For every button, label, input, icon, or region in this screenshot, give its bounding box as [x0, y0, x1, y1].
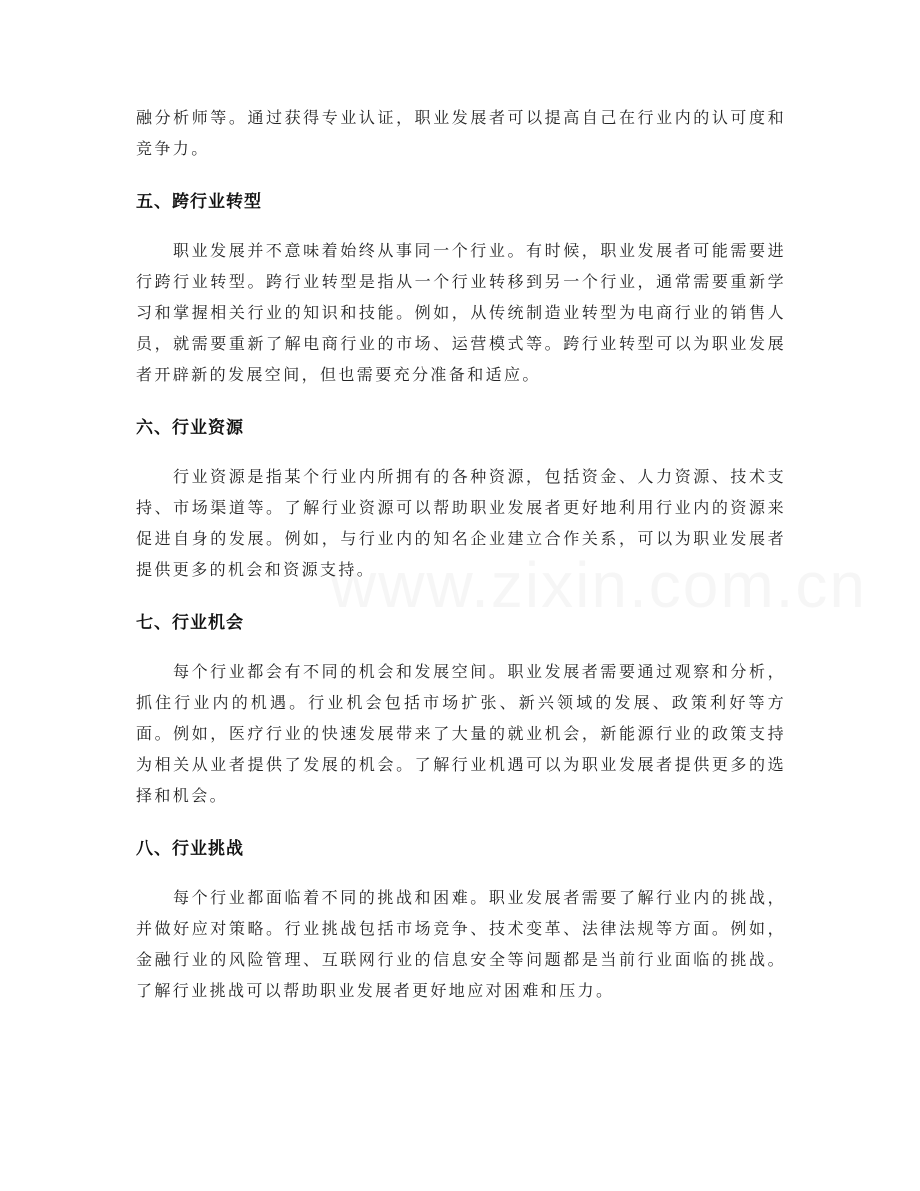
continuation-paragraph: 融分析师等。通过获得专业认证，职业发展者可以提高自己在行业内的认可度和竞争力。 [136, 108, 786, 158]
section-paragraph-8: 每个行业都面临着不同的挑战和困难。职业发展者需要了解行业内的挑战，并做好应对策略。行业挑战包括市场竞争、技术变革、法律法规等方面。例如，金融行业的风险管理、互联网行业的信息安全等问题都是当前行业面临的挑战。了解行业挑战可以帮助职业发展者更好地应对困难和压力。 [136, 888, 786, 1000]
section-paragraph-7: 每个行业都会有不同的机会和发展空间。职业发展者需要通过观察和分析，抓住行业内的机遇。行业机会包括市场扩张、新兴领域的发展、政策利好等方面。例如，医疗行业的快速发展带来了大量的就业机会，新能源行业的政策支持为相关从业者提供了发展的机会。了解行业机遇可以为职业发展者提供更多的选择和机会。 [136, 662, 786, 805]
section-heading-7: 七、行业机会 [136, 613, 244, 633]
section-heading-6: 六、行业资源 [136, 418, 244, 438]
section-heading-5: 五、跨行业转型 [136, 192, 262, 212]
section-heading-8: 八、行业挑战 [136, 839, 244, 859]
section-paragraph-5: 职业发展并不意味着始终从事同一个行业。有时候，职业发展者可能需要进行跨行业转型。跨行业转型是指从一个行业转移到另一个行业，通常需要重新学习和掌握相关行业的知识和技能。例如，从传统制造业转型为电商行业的销售人员，就需要重新了解电商行业的市场、运营模式等。跨行业转型可以为职业发展者开辟新的发展空间，但也需要充分准备和适应。 [136, 241, 786, 384]
document-body [136, 102, 786, 1006]
section-paragraph-6: 行业资源是指某个行业内所拥有的各种资源，包括资金、人力资源、技术支持、市场渠道等。了解行业资源可以帮助职业发展者更好地利用行业内的资源来促进自身的发展。例如，与行业内的知名企业建立合作关系，可以为职业发展者提供更多的机会和资源支持。 [136, 467, 786, 579]
watermark-text: www.zixin.com.cn [330, 549, 867, 621]
